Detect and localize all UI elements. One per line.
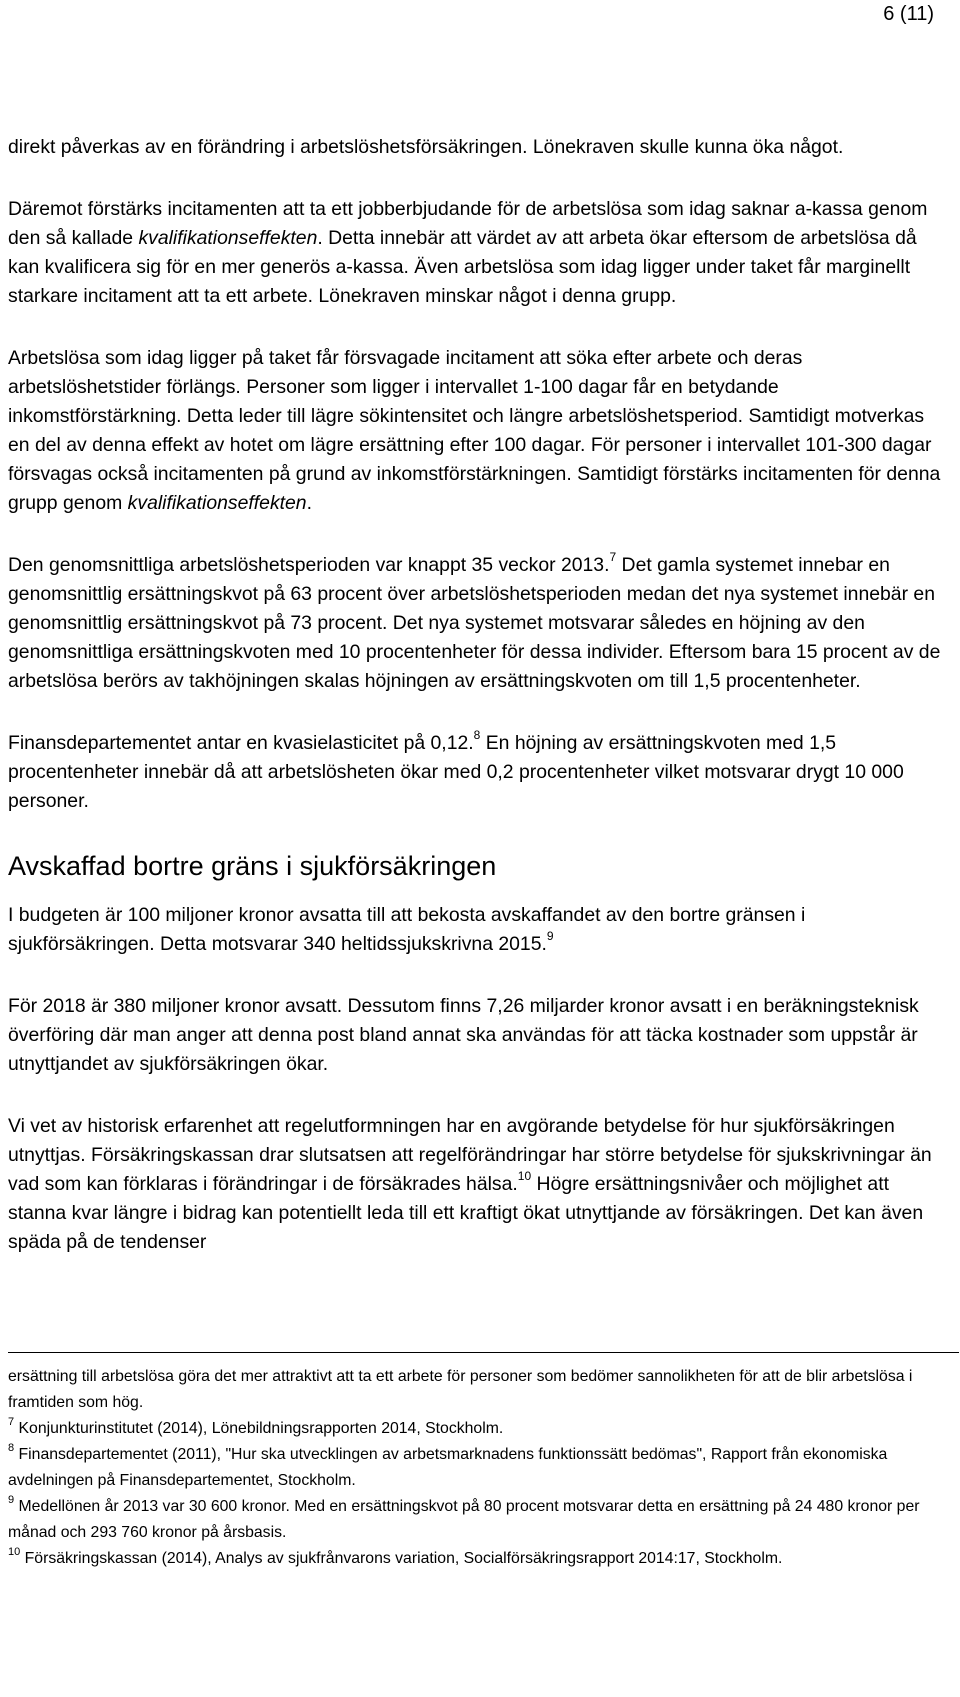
- footnote-text: Försäkringskassan (2014), Analys av sjukfrånvarons variation, Socialförsäkringsrapport 2014:17, Stockholm.: [20, 1550, 783, 1567]
- footnote-separator: [8, 1352, 959, 1353]
- text-segment: En höjning av ersättningskvoten med 1,5 procentenheter innebär då att arbetslösheten ökar med 0,2 procentenheter vilket motsvarar drygt 10 000 personer.: [8, 732, 904, 812]
- text-segment: Den genomsnittliga arbetslöshetsperioden var knappt 35 veckor 2013.: [8, 554, 610, 576]
- paragraph-3: [8, 344, 948, 518]
- paragraph-4: [8, 551, 948, 696]
- footnote-text: Konjunkturinstitutet (2014), Lönebildningsrapporten 2014, Stockholm.: [14, 1420, 504, 1437]
- text-segment: Det gamla systemet innebar en genomsnittlig ersättningskvot på 63 procent över arbetslöshetsperioden medan det nya systemet innebär en genomsnittlig ersättningskvot på 73 procent. Det nya systemet motsvarar således en höjning av den genomsnittliga ersättningskvoten med 10 procentenheter för dessa individer. Eftersom bara 15 procent av de arbetslösa berörs av takhöjningen skalas höjningen av ersättningskvoten om till 1,5 procentenheter.: [8, 554, 941, 692]
- paragraph-5: [8, 729, 948, 816]
- footnote-text: Medellönen år 2013 var 30 600 kronor. Med en ersättningskvot på 80 procent motsvarar detta en ersättning på 24 480 kronor per månad och 293 760 kronor på årsbasis.: [8, 1498, 920, 1541]
- text-segment: . Detta innebär att värdet av att arbeta ökar eftersom de arbetslösa då kan kvalificera sig för en mer generös a-kassa. Även arbetslösa som idag ligger under taket får marginellt starkare incitament att ta ett arbete. Lönekraven minskar något i denna grupp.: [8, 227, 917, 307]
- footnote-number: 7: [8, 1416, 15, 1428]
- text-segment: Finansdepartementet antar en kvasielasticitet på 0,12.: [8, 732, 474, 754]
- footnote-7: [8, 1416, 948, 1442]
- footnote-9: [8, 1494, 948, 1546]
- footnotes: [8, 1364, 948, 1572]
- text-segment: I budgeten är 100 miljoner kronor avsatta till att bekosta avskaffandet av den bortre gränsen i sjukförsäkringen. Detta motsvarar 340 heltidssjukskrivna 2015.: [8, 904, 806, 955]
- paragraph-2: [8, 195, 948, 311]
- main-text: [8, 133, 948, 1257]
- text-segment: .: [306, 492, 312, 514]
- footnote-10: [8, 1546, 948, 1572]
- text-segment: Vi vet av historisk erfarenhet att regelutformningen har en avgörande betydelse för hur sjukförsäkringen utnyttjas. Försäkringskassan drar slutsatsen att regelförändringar har större betydelse för sjukskrivningar än vad som kan förklaras i förändringar i de försäkrades hälsa.: [8, 1115, 932, 1195]
- footnote-ref-9[interactable]: 9: [546, 929, 554, 943]
- footnote-8: [8, 1442, 948, 1494]
- footnote-text: Finansdepartementet (2011), "Hur ska utvecklingen av arbetsmarknadens funktionssätt bedömas", Rapport från ekonomiska avdelningen på Finansdepartementet, Stockholm.: [8, 1446, 888, 1489]
- footnote-ref-10[interactable]: 10: [517, 1169, 532, 1183]
- emphasis-term: kvalifikationseffekten: [127, 492, 307, 514]
- text-segment: Högre ersättningsnivåer och möjlighet att stanna kvar längre i bidrag kan potentiellt leda till ett kraftigt ökat utnyttjande av försäkringen. Det kan även späda på de tendenser: [8, 1173, 924, 1253]
- page-number: 6 (11): [883, 3, 934, 25]
- paragraph-7: För 2018 är 380 miljoner kronor avsatt. Dessutom finns 7,26 miljarder kronor avsatt i en beräkningsteknisk överföring där man anger att denna post bland annat ska användas för att täcka kostnader som uppstår är utnyttjandet av sjukförsäkringen ökar.: [8, 995, 919, 1075]
- footnote-number: 8: [8, 1442, 15, 1454]
- footnote-ref-7[interactable]: 7: [609, 550, 617, 564]
- section-heading: Avskaffad bortre gräns i sjukförsäkringen: [8, 851, 497, 881]
- paragraph-8: [8, 1112, 948, 1257]
- footnote-continuation: ersättning till arbetslösa göra det mer attraktivt att ta ett arbete för personer som bedömer sannolikheten för att de blir arbetslösa i framtiden som hög.: [8, 1368, 913, 1411]
- paragraph-6: [8, 901, 948, 959]
- text-segment: Arbetslösa som idag ligger på taket får försvagade incitament att söka efter arbete och deras arbetslöshetstider förlängs. Personer som ligger i intervallet 1-100 dagar får en betydande inkomstförstärkning. Detta leder till lägre sökintensitet och längre arbetslöshetsperiod. Samtidigt motverkas en del av denna effekt av hotet om lägre ersättning efter 100 dagar. För personer i intervallet 101-300 dagar försvagas också incitamenten på grund av inkomstförstärkningen. Samtidigt förstärks incitamenten för denna grupp genom: [8, 347, 941, 514]
- emphasis-term: kvalifikationseffekten: [138, 227, 318, 249]
- text-segment: Däremot förstärks incitamenten att ta ett jobberbjudande för de arbetslösa som idag saknar a-kassa genom den så kallade: [8, 198, 928, 249]
- paragraph-1: direkt påverkas av en förändring i arbetslöshetsförsäkringen. Lönekraven skulle kunna öka något.: [8, 136, 844, 158]
- footnote-ref-8[interactable]: 8: [473, 728, 481, 742]
- footnote-number: 9: [8, 1494, 15, 1506]
- footnote-number: 10: [8, 1546, 21, 1558]
